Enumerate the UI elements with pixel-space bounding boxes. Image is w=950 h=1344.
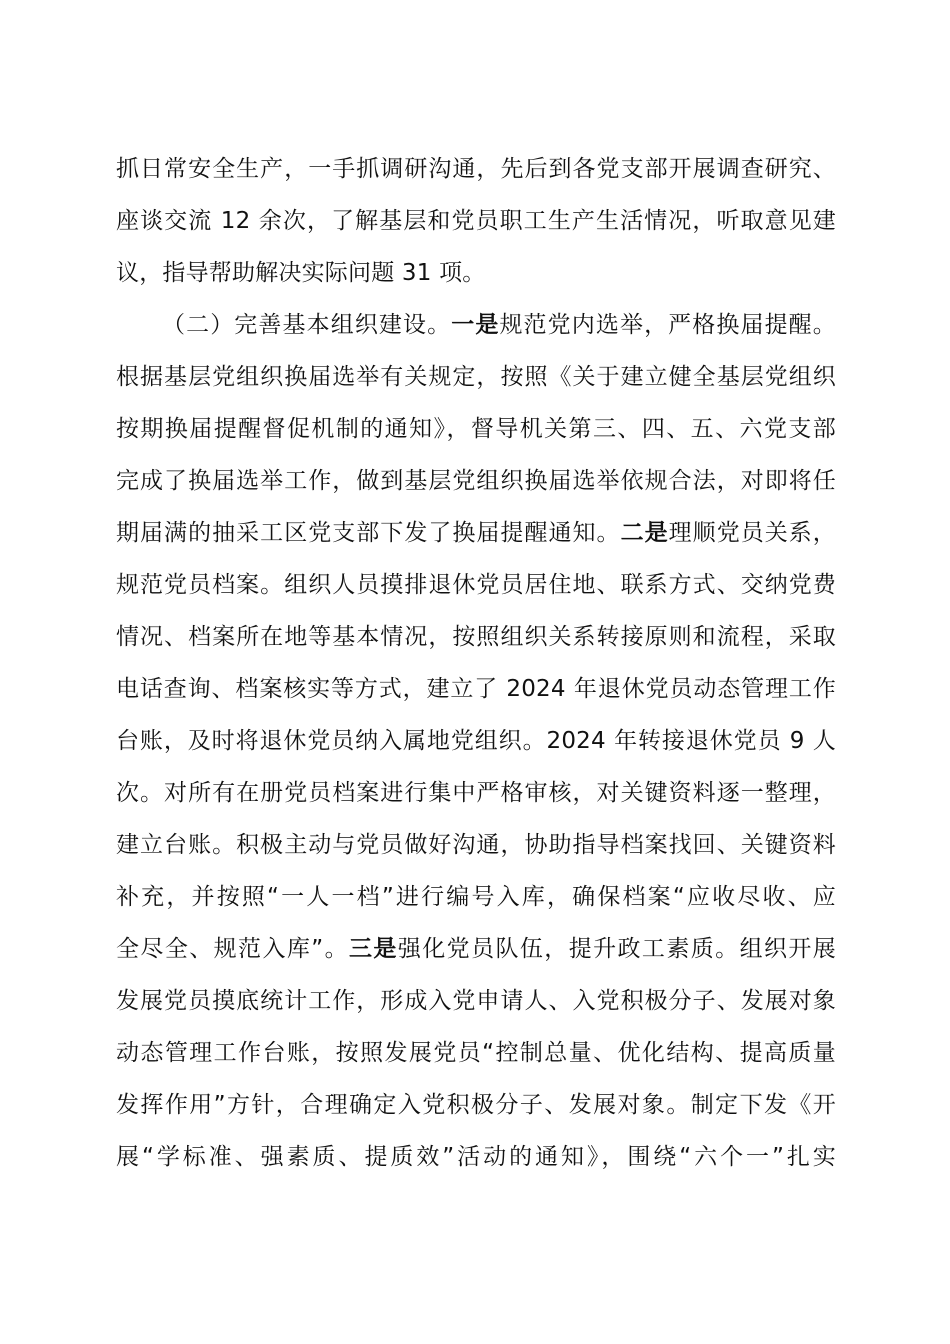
text-segment: 补充，并按照“一人一档”进行编号入库，确保档案“应收尽收、应 [116,884,836,910]
text-line [116,1027,836,1079]
text-segment: 展“学标准、强素质、提质效”活动的通知》，围绕“六个一”扎实 [116,1144,836,1170]
text-line [116,767,836,819]
text-line [116,195,836,247]
text-segment: 台账，及时将退休党员纳入属地党组织。2024 年转接退休党员 9 人 [116,728,836,754]
text-line [116,611,836,663]
text-line [116,715,836,767]
bold-keyword: 三是 [349,936,398,962]
text-line [116,351,836,403]
text-segment: 发展党员摸底统计工作，形成入党申请人、入党积极分子、发展对象 [116,988,836,1014]
text-segment: 发挥作用”方针，合理确定入党积极分子、发展对象。制定下发《开 [116,1092,836,1118]
text-line [116,1131,836,1183]
document-body [116,143,836,1183]
text-line [116,455,836,507]
text-segment: 按期换届提醒督促机制的通知》，督导机关第三、四、五、六党支部 [116,416,836,442]
bold-keyword: 一是 [451,312,500,338]
text-line [116,143,836,195]
text-line [116,871,836,923]
text-segment: （二）完善基本组织建设。 [162,312,452,338]
text-segment: 全尽全、规范入库”。 [116,936,350,962]
text-segment: 强化党员队伍，提升政工素质。组织开展 [397,936,836,962]
text-line [116,663,836,715]
text-line [116,403,836,455]
text-line [116,507,836,559]
bold-keyword: 二是 [620,520,669,546]
text-segment: 座谈交流 12 余次，了解基层和党员职工生产生活情况，听取意见建 [116,208,836,234]
text-segment: 期届满的抽采工区党支部下发了换届提醒通知。 [116,520,621,546]
text-segment: 规范党员档案。组织人员摸排退休党员居住地、联系方式、交纳党费 [116,572,836,598]
text-segment: 动态管理工作台账，按照发展党员“控制总量、优化结构、提高质量 [116,1040,836,1066]
text-segment: 规范党内选举，严格换届提醒。 [499,312,836,338]
text-line [116,247,836,299]
text-line [116,1079,836,1131]
text-segment: 完成了换届选举工作，做到基层党组织换届选举依规合法，对即将任 [116,468,836,494]
text-segment: 理顺党员关系， [668,520,837,546]
text-line [116,299,836,351]
text-segment: 情况、档案所在地等基本情况，按照组织关系转接原则和流程，采取 [116,624,836,650]
text-line [116,975,836,1027]
text-segment: 议，指导帮助解决实际问题 31 项。 [116,260,486,286]
text-segment: 电话查询、档案核实等方式，建立了 2024 年退休党员动态管理工作 [116,676,836,702]
text-line [116,559,836,611]
text-line [116,923,836,975]
text-segment: 建立台账。积极主动与党员做好沟通，协助指导档案找回、关键资料 [116,832,836,858]
text-line [116,819,836,871]
text-segment: 抓日常安全生产，一手抓调研沟通，先后到各党支部开展调查研究、 [116,156,836,182]
text-segment: 根据基层党组织换届选举有关规定，按照《关于建立健全基层党组织 [116,364,836,390]
text-segment: 次。对所有在册党员档案进行集中严格审核，对关键资料逐一整理， [116,780,836,806]
